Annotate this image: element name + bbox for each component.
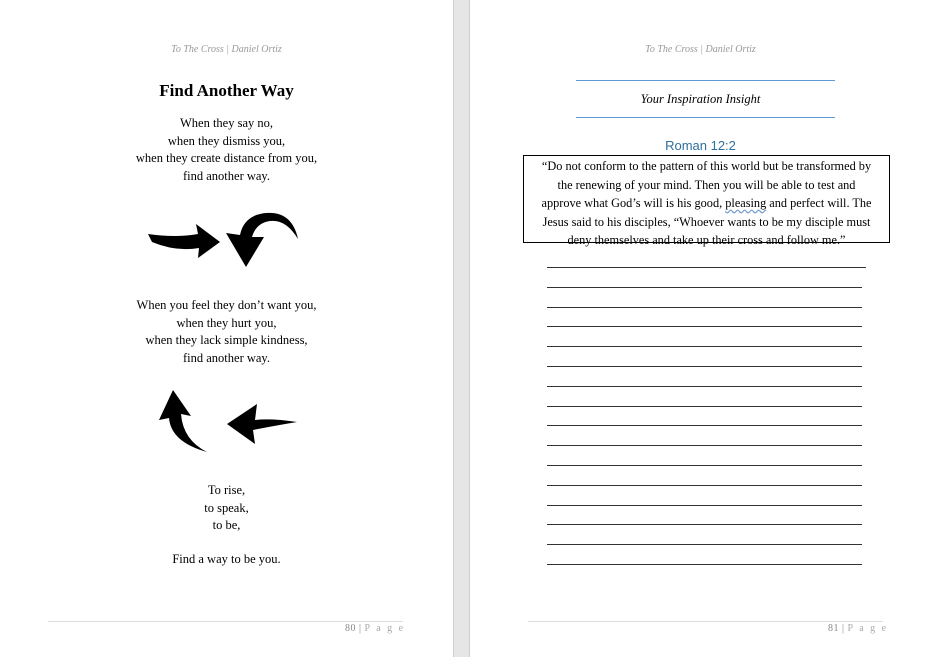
- writing-line: [547, 465, 862, 466]
- closing-line: Find a way to be you.: [172, 552, 281, 566]
- curved-up-arrow-icon: [157, 388, 209, 454]
- right-arrow-icon: [146, 222, 222, 262]
- page-header: To The Cross | Daniel Ortiz: [171, 44, 282, 55]
- insight-top-rule: [576, 80, 835, 81]
- page-number: 81 | P a g e: [828, 623, 889, 634]
- writing-line: [547, 524, 862, 525]
- writing-line: [547, 326, 862, 327]
- right-page: [470, 0, 931, 657]
- poem-line: to speak,: [204, 500, 249, 515]
- writing-line: [547, 366, 862, 367]
- writing-line: [547, 445, 862, 446]
- insight-bottom-rule: [576, 117, 835, 118]
- page-gutter: [453, 0, 470, 657]
- poem-line: when they hurt you,: [176, 315, 277, 330]
- verse-line: the renewing of your mind. Then you will be able to test and: [557, 177, 856, 192]
- poem-line: when they lack simple kindness,: [145, 333, 308, 348]
- poem-line: find another way.: [182, 351, 270, 366]
- writing-line: [547, 267, 866, 268]
- verse-text: and perfect will. The: [766, 196, 872, 210]
- poem-line: When they say no,: [179, 116, 274, 130]
- poem-line: find another way.: [182, 169, 270, 184]
- poem-line: when they dismiss you,: [167, 133, 286, 148]
- page-number: 80 | P a g e: [345, 623, 406, 634]
- writing-line: [547, 406, 862, 407]
- poem-title: Find Another Way: [159, 81, 294, 100]
- poem-line: when they create distance from you,: [135, 151, 318, 166]
- writing-line: [547, 386, 862, 387]
- page-number-value: 81: [828, 623, 839, 634]
- stanza-3: [0, 482, 453, 535]
- stanza-2: [0, 297, 453, 368]
- writing-line: [547, 425, 862, 426]
- page-header: To The Cross | Daniel Ortiz: [645, 44, 756, 55]
- page-word: P a g e: [364, 623, 406, 634]
- verse-line: Jesus said to his disciples, “Whoever wants to be my disciple must: [542, 214, 871, 229]
- writing-line: [547, 564, 862, 565]
- footer-divider: [48, 621, 403, 622]
- verse-reference: Roman 12:2: [665, 138, 736, 153]
- footer-divider: [528, 621, 883, 622]
- verse-line: [524, 194, 889, 213]
- page-number-value: 80: [345, 623, 356, 634]
- verse-text-spellcheck: pleasing: [725, 196, 767, 210]
- writing-line: [547, 485, 862, 486]
- writing-line: [547, 307, 862, 308]
- verse-line: deny themselves and take up their cross and follow me.”: [567, 233, 846, 247]
- poem-line: to be,: [212, 518, 241, 533]
- writing-line: [547, 544, 862, 545]
- writing-line: [547, 346, 862, 347]
- verse-box: [523, 155, 890, 247]
- writing-line: [547, 505, 862, 506]
- writing-line: [547, 287, 862, 288]
- verse-line: “Do not conform to the pattern of this world but be transformed by: [541, 159, 872, 173]
- stanza-1: [0, 115, 453, 186]
- left-page: [0, 0, 453, 657]
- page-word: P a g e: [847, 623, 889, 634]
- verse-text: approve what God’s will is his good,: [541, 196, 726, 210]
- curved-down-arrow-icon: [222, 207, 302, 271]
- left-arrow-icon: [225, 400, 299, 446]
- poem-line: To rise,: [207, 483, 246, 497]
- poem-line: When you feel they don’t want you,: [136, 298, 317, 312]
- insight-title: Your Inspiration Insight: [640, 92, 761, 106]
